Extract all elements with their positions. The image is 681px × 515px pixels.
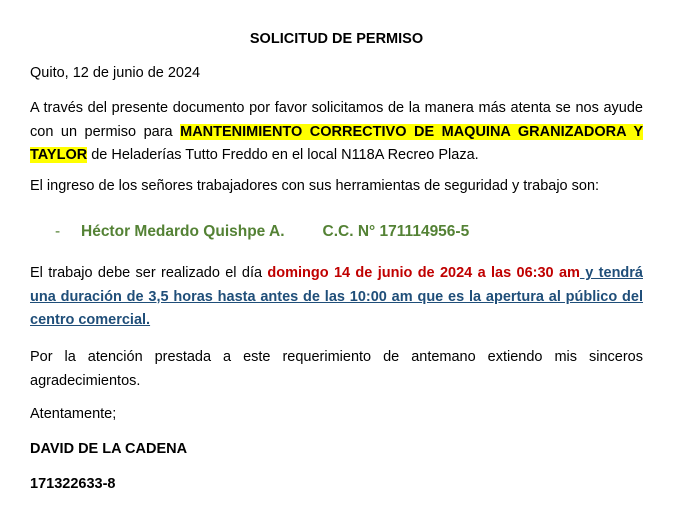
document-title: SOLICITUD DE PERMISO — [249, 31, 424, 47]
worker-name: Héctor Medardo Quishpe A. — [81, 223, 285, 240]
schedule-duration: y tendrá una duración de 3,5 horas hasta antes de las 10:00 am que es la apertura al público del centro comercial. — [30, 265, 643, 328]
thanks-paragraph: Por la atención prestada a este requerimiento de antemano extiendo mis sinceros agradecimientos. — [30, 349, 643, 389]
highlighted-request: MANTENIMIENTO CORRECTIVO DE MAQUINA GRANIZADORA Y TAYLOR — [30, 123, 643, 163]
date-line: Quito, 12 de junio de 2024 — [30, 65, 201, 81]
intro-text-after: de Heladerías Tutto Freddo en el local N118A Recreo Plaza. — [87, 147, 479, 163]
signer-name: DAVID DE LA CADENA — [30, 441, 188, 457]
workers-intro: El ingreso de los señores trabajadores con sus herramientas de seguridad y trabajo son: — [30, 178, 600, 194]
schedule-text-before: El trabajo debe ser realizado el día — [30, 265, 268, 281]
schedule-datetime: domingo 14 de junio de 2024 a las 06:30 am — [267, 265, 580, 281]
worker-id: C.C. N° 171114956-5 — [322, 223, 470, 240]
signer-id: 171322633-8 — [30, 476, 116, 492]
intro-paragraph — [30, 97, 643, 168]
intro-text-before: A través del presente documento por favor solicitamos de la manera más atenta se nos ayude con un permiso para — [30, 100, 643, 140]
schedule-paragraph — [30, 262, 643, 333]
closing-line: Atentamente; — [30, 406, 117, 422]
list-bullet: - — [55, 223, 61, 240]
worker-list-item — [55, 222, 469, 242]
